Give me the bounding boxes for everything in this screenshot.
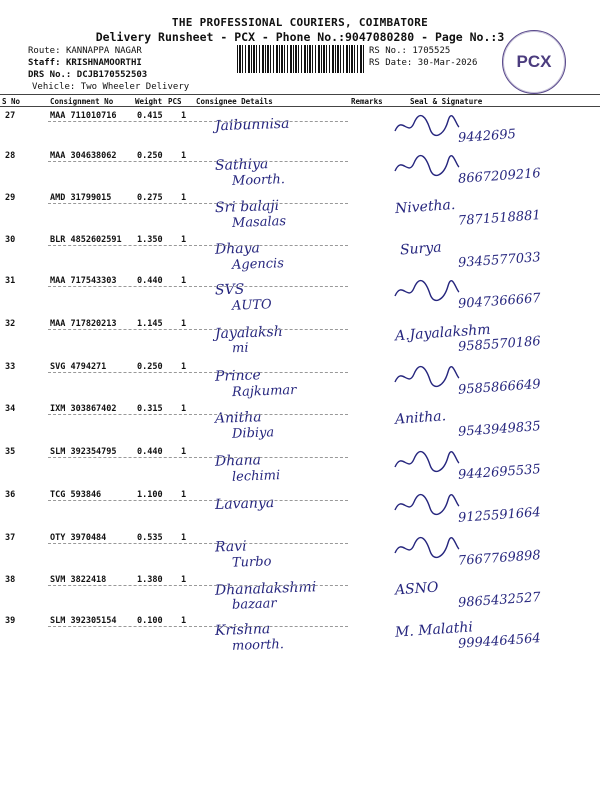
row-sno: 39 bbox=[5, 616, 16, 626]
row-pcs: 1 bbox=[181, 575, 187, 585]
header-bottom-rule bbox=[0, 106, 600, 107]
row-pcs: 1 bbox=[181, 319, 187, 329]
rs-date-value: 30-Mar-2026 bbox=[417, 58, 478, 68]
rs-date-line bbox=[369, 57, 477, 69]
row-phone-number: 9585866649 bbox=[457, 377, 542, 398]
col-seal-signature: Seal & Signature bbox=[410, 97, 483, 106]
row-weight: 0.275 bbox=[137, 193, 163, 203]
row-weight: 0.415 bbox=[137, 111, 163, 121]
row-consignee-line2: moorth. bbox=[231, 637, 285, 654]
drs-value: DCJB170552503 bbox=[76, 70, 148, 80]
row-separator bbox=[48, 245, 348, 246]
route-line bbox=[28, 45, 142, 57]
row-weight: 0.440 bbox=[137, 447, 163, 457]
row-consignee-line2: mi bbox=[231, 340, 249, 357]
row-sno: 31 bbox=[5, 276, 16, 286]
row-consignee-line1: Sri balaji bbox=[214, 197, 280, 217]
row-consignee-line1: Sathiya bbox=[214, 156, 269, 174]
row-pcs: 1 bbox=[181, 616, 187, 626]
row-sno: 29 bbox=[5, 193, 16, 203]
row-consignment-no: MAA 304638062 bbox=[50, 151, 117, 161]
row-weight: 0.250 bbox=[137, 151, 163, 161]
row-separator bbox=[48, 457, 348, 458]
row-sno: 34 bbox=[5, 404, 16, 414]
row-sno: 38 bbox=[5, 575, 16, 585]
row-signature-name: Surya bbox=[399, 239, 443, 259]
row-consignee-line1: Krishna bbox=[214, 621, 271, 639]
row-phone-number: 8667209216 bbox=[457, 166, 542, 187]
col-sno: S No bbox=[2, 97, 21, 106]
pcx-stamp: PCX bbox=[502, 30, 566, 94]
row-separator bbox=[48, 543, 348, 544]
row-consignment-no: MAA 717543303 bbox=[50, 276, 117, 286]
row-separator bbox=[48, 203, 348, 204]
staff-value: KRISHNAMOORTHI bbox=[65, 58, 142, 68]
row-sno: 27 bbox=[5, 111, 16, 121]
signature-scribble bbox=[392, 492, 462, 518]
row-sno: 30 bbox=[5, 235, 16, 245]
col-weight: Weight bbox=[135, 97, 163, 106]
row-separator bbox=[48, 286, 348, 287]
page-title: THE PROFESSIONAL COURIERS, COIMBATORE bbox=[171, 16, 429, 29]
row-phone-number: 7871518881 bbox=[457, 208, 542, 229]
col-pcs: PCS bbox=[168, 97, 182, 106]
row-consignment-no: SVG 4794271 bbox=[50, 362, 107, 372]
row-weight: 1.145 bbox=[137, 319, 163, 329]
row-phone-number: 9543949835 bbox=[457, 419, 542, 440]
signature-scribble bbox=[392, 364, 462, 390]
row-consignee-line2: Dibiya bbox=[231, 425, 275, 442]
row-signature-name: A.Jayalakshm bbox=[394, 321, 492, 345]
row-consignment-no: SLM 392305154 bbox=[50, 616, 117, 626]
row-pcs: 1 bbox=[181, 151, 187, 161]
header-top-rule bbox=[0, 94, 600, 95]
row-phone-number: 9125591664 bbox=[457, 505, 542, 526]
vehicle-label: Vehicle: bbox=[32, 82, 76, 92]
row-pcs: 1 bbox=[181, 533, 187, 543]
drs-label: DRS No.: bbox=[28, 70, 72, 80]
row-separator bbox=[48, 121, 348, 122]
signature-scribble bbox=[392, 449, 462, 475]
row-pcs: 1 bbox=[181, 193, 187, 203]
row-sno: 36 bbox=[5, 490, 16, 500]
row-consignee-line2: bazaar bbox=[231, 596, 277, 613]
vehicle-line bbox=[32, 81, 189, 93]
row-consignment-no: TCG 593846 bbox=[50, 490, 102, 500]
row-signature-name: M. Malathi bbox=[394, 619, 474, 641]
route-value: KANNAPPA NAGAR bbox=[65, 46, 142, 56]
row-sno: 32 bbox=[5, 319, 16, 329]
col-consignee: Consignee Details bbox=[196, 97, 273, 106]
row-signature-name: ASNO bbox=[394, 579, 439, 599]
row-pcs: 1 bbox=[181, 404, 187, 414]
row-pcs: 1 bbox=[181, 276, 187, 286]
row-consignee-line1: Prince bbox=[214, 367, 261, 385]
row-consignee-line2: Turbo bbox=[231, 554, 272, 571]
col-consignment: Consignment No bbox=[50, 97, 114, 106]
signature-scribble bbox=[392, 535, 462, 561]
row-weight: 1.380 bbox=[137, 575, 163, 585]
signature-scribble bbox=[392, 153, 462, 179]
row-consignee-line1: SVS bbox=[214, 281, 245, 299]
row-consignment-no: OTY 3970484 bbox=[50, 533, 107, 543]
row-phone-number: 9994464564 bbox=[457, 631, 542, 652]
row-consignment-no: IXM 303867402 bbox=[50, 404, 117, 414]
row-sno: 37 bbox=[5, 533, 16, 543]
row-sno: 35 bbox=[5, 447, 16, 457]
row-pcs: 1 bbox=[181, 447, 187, 457]
row-pcs: 1 bbox=[181, 490, 187, 500]
row-pcs: 1 bbox=[181, 362, 187, 372]
row-separator bbox=[48, 585, 348, 586]
row-weight: 1.350 bbox=[137, 235, 163, 245]
row-separator bbox=[48, 329, 348, 330]
row-separator bbox=[48, 500, 348, 501]
row-consignee-line1: Jaibunnisa bbox=[214, 115, 290, 135]
row-phone-number: 9442695535 bbox=[457, 462, 542, 483]
row-sno: 33 bbox=[5, 362, 16, 372]
row-consignee-line2: lechimi bbox=[231, 468, 281, 485]
row-weight: 0.100 bbox=[137, 616, 163, 626]
signature-scribble bbox=[392, 113, 462, 139]
row-consignee-line2: Masalas bbox=[231, 214, 287, 231]
row-consignment-no: MAA 711010716 bbox=[50, 111, 117, 121]
staff-label: Staff: bbox=[28, 58, 61, 68]
drs-line bbox=[28, 69, 147, 81]
row-signature-name: Nivetha. bbox=[394, 196, 456, 218]
row-consignee-line1: Dhanalakshmi bbox=[214, 579, 317, 599]
staff-line bbox=[28, 57, 142, 69]
row-consignee-line2: Agencis bbox=[231, 256, 285, 273]
row-consignment-no: SVM 3822418 bbox=[50, 575, 107, 585]
col-remarks: Remarks bbox=[351, 97, 383, 106]
row-weight: 0.315 bbox=[137, 404, 163, 414]
row-consignee-line1: Lavanya bbox=[214, 494, 275, 514]
row-consignee-line2: AUTO bbox=[231, 297, 272, 314]
route-label: Route: bbox=[28, 46, 61, 56]
row-phone-number: 9047366667 bbox=[457, 291, 542, 312]
barcode bbox=[237, 45, 365, 73]
row-phone-number: 7667769898 bbox=[457, 548, 542, 569]
row-weight: 1.100 bbox=[137, 490, 163, 500]
row-phone-number: 9865432527 bbox=[457, 590, 542, 611]
row-consignee-line1: Jayalaksh bbox=[214, 323, 283, 343]
rs-date-label: RS Date: bbox=[369, 58, 413, 68]
row-consignee-line2: Rajkumar bbox=[231, 382, 297, 401]
row-pcs: 1 bbox=[181, 235, 187, 245]
row-separator bbox=[48, 414, 348, 415]
row-consignment-no: SLM 392354795 bbox=[50, 447, 117, 457]
row-consignment-no: AMD 31799015 bbox=[50, 193, 112, 203]
page-subtitle: Delivery Runsheet - PCX - Phone No.:9047080280 - Page No.:3 bbox=[95, 30, 505, 44]
row-consignee-line2: Moorth. bbox=[231, 172, 286, 189]
rs-no-line bbox=[369, 45, 450, 57]
row-sno: 28 bbox=[5, 151, 16, 161]
row-consignee-line1: Anitha bbox=[214, 409, 262, 427]
row-consignee-line1: Dhaya bbox=[214, 240, 261, 258]
row-separator bbox=[48, 372, 348, 373]
signature-scribble bbox=[392, 278, 462, 304]
row-phone-number: 9442695 bbox=[457, 126, 517, 147]
row-consignee-line1: Dhana bbox=[214, 452, 262, 470]
rs-no-label: RS No.: bbox=[369, 46, 407, 56]
row-signature-name: Anitha. bbox=[394, 408, 447, 428]
row-phone-number: 9585570186 bbox=[457, 334, 542, 355]
row-consignment-no: MAA 717820213 bbox=[50, 319, 117, 329]
row-weight: 0.535 bbox=[137, 533, 163, 543]
row-separator bbox=[48, 626, 348, 627]
row-pcs: 1 bbox=[181, 111, 187, 121]
row-weight: 0.250 bbox=[137, 362, 163, 372]
row-consignment-no: BLR 4852602591 bbox=[50, 235, 122, 245]
row-phone-number: 9345577033 bbox=[457, 250, 542, 271]
vehicle-value: Two Wheeler Delivery bbox=[80, 82, 190, 92]
row-consignee-line1: Ravi bbox=[214, 538, 247, 556]
row-separator bbox=[48, 161, 348, 162]
rs-no-value: 1705525 bbox=[412, 46, 451, 56]
row-weight: 0.440 bbox=[137, 276, 163, 286]
